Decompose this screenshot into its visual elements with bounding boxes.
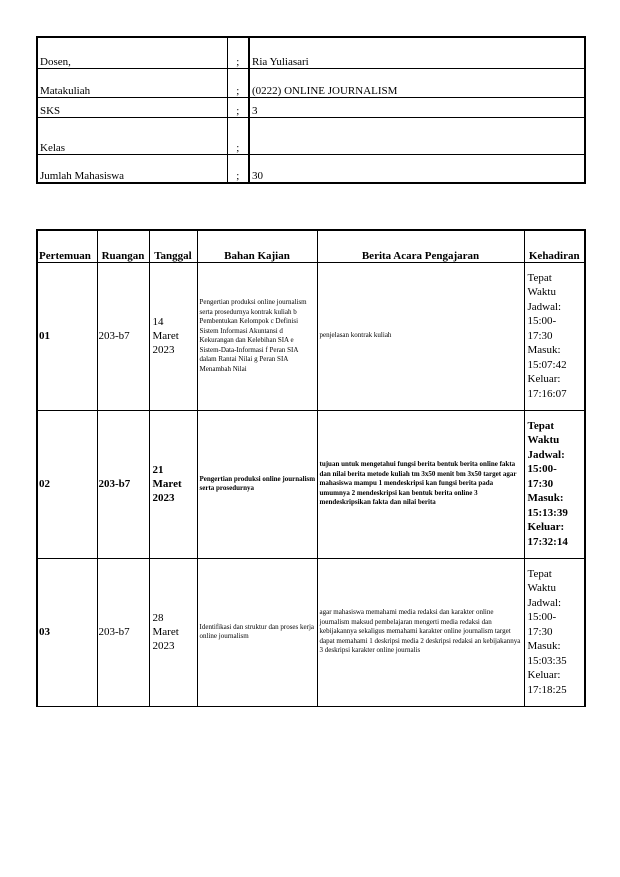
cell-bahan-kajian: Identifikasi dan struktur dan proses kerja online journalism [197, 558, 317, 706]
cell-ruangan: 203-b7 [97, 262, 149, 410]
kehadiran-line: Masuk: [527, 492, 564, 505]
tanggal-month: Maret [152, 330, 179, 342]
kehadiran-line: 15:13:39 [527, 506, 568, 519]
kehadiran-line: Waktu [527, 434, 560, 447]
info-value-matakuliah: (0222) ONLINE JOURNALISM [249, 68, 585, 97]
kehadiran-line: 15:07:42 [527, 358, 567, 371]
kehadiran-line: Keluar: [527, 669, 561, 682]
cell-kehadiran [524, 262, 585, 410]
kehadiran-line: 17:30 [527, 477, 554, 490]
info-colon: ; [227, 68, 249, 97]
table-row [37, 410, 585, 558]
cell-berita-acara: agar mahasiswa memahami media redaksi dan karakter online journalism maksud pembelajaran mengerti media redaksi dan kebijakannya sekaligus memahami karakter online journalism target dapat memahami 1 deskripsi media 2 deskripsi redaksi an kebijakannya 3 deskripsi karakter online journalis [317, 558, 524, 706]
info-colon: ; [227, 37, 249, 68]
cell-tanggal [149, 262, 197, 410]
cell-ruangan: 203-b7 [97, 558, 149, 706]
header-pertemuan: Pertemuan [37, 230, 97, 262]
cell-pertemuan: 03 [37, 558, 97, 706]
tanggal-day: 21 [152, 464, 164, 476]
tanggal-year: 2023 [152, 640, 175, 652]
kehadiran-line: Tepat [527, 271, 552, 284]
cell-bahan-kajian: Pengertian produksi online journalism serta prosedurnya kontrak kuliah b Pembentukan Kelompok c Definisi Sistem Informasi Akuntansi d Kekurangan dan Kelebihan SIA e Sistem-Data-Informasi f Peran SIA dalam Rantai Nilai g Peran SIA Menambah Nilai [197, 262, 317, 410]
cell-tanggal [149, 558, 197, 706]
cell-ruangan: 203-b7 [97, 410, 149, 558]
info-value-sks: 3 [249, 97, 585, 117]
kehadiran-line: Waktu [527, 286, 556, 299]
kehadiran-line: 17:30 [527, 625, 553, 638]
info-value-dosen: Ria Yuliasari [249, 37, 585, 68]
course-info-table [36, 36, 586, 184]
info-row-kelas [37, 117, 585, 154]
header-bahan-kajian: Bahan Kajian [197, 230, 317, 262]
info-colon: ; [227, 97, 249, 117]
schedule-table [36, 229, 586, 707]
info-colon: ; [227, 117, 249, 154]
kehadiran-line: Jadwal: [527, 448, 565, 461]
info-row-matakuliah [37, 68, 585, 97]
tanggal-year: 2023 [152, 492, 175, 504]
cell-kehadiran [524, 410, 585, 558]
tanggal-day: 14 [152, 316, 164, 328]
info-row-jumlah-mahasiswa [37, 154, 585, 183]
kehadiran-line: 15:00- [527, 611, 557, 624]
cell-tanggal [149, 410, 197, 558]
info-value-jumlah-mahasiswa: 30 [249, 154, 585, 183]
info-row-dosen [37, 37, 585, 68]
tanggal-day: 28 [152, 612, 164, 624]
info-value-kelas [249, 117, 585, 154]
tanggal-month: Maret [152, 626, 179, 638]
kehadiran-line: Keluar: [527, 521, 565, 534]
info-row-sks [37, 97, 585, 117]
kehadiran-line: Jadwal: [527, 596, 562, 609]
kehadiran-line: Tepat [527, 567, 552, 580]
kehadiran-line: Waktu [527, 582, 556, 595]
kehadiran-line: 15:00- [527, 463, 557, 476]
info-label: Jumlah Mahasiswa [37, 154, 227, 183]
kehadiran-line: 15:00- [527, 315, 557, 328]
kehadiran-line: Jadwal: [527, 300, 562, 313]
info-label: Dosen, [37, 37, 227, 68]
info-label: Matakuliah [37, 68, 227, 97]
schedule-header-row [37, 230, 585, 262]
tanggal-year: 2023 [152, 344, 175, 356]
header-berita-acara: Berita Acara Pengajaran [317, 230, 524, 262]
cell-berita-acara: tujuan untuk mengetahui fungsi berita bentuk berita online fakta dan nilai berita metode kuliah tm 3x50 menit bm 3x50 target agar mahasiswa mampu 1 mendeskripsi kan fungsi berita pada umumnya 2 mendeskripsi kan bentuk berita online 3 mendeskripsikan fakta dan nilai berita [317, 410, 524, 558]
cell-kehadiran [524, 558, 585, 706]
kehadiran-line: 17:16:07 [527, 387, 567, 400]
cell-berita-acara: penjelasan kontrak kuliah [317, 262, 524, 410]
kehadiran-line: 17:18:25 [527, 683, 567, 696]
header-ruangan: Ruangan [97, 230, 149, 262]
cell-bahan-kajian: Pengertian produksi online journalism serta prosedurnya [197, 410, 317, 558]
header-kehadiran: Kehadiran [524, 230, 585, 262]
kehadiran-line: Masuk: [527, 344, 561, 357]
kehadiran-line: 17:30 [527, 329, 553, 342]
info-colon: ; [227, 154, 249, 183]
info-label: SKS [37, 97, 227, 117]
kehadiran-line: Masuk: [527, 640, 561, 653]
header-tanggal: Tanggal [149, 230, 197, 262]
kehadiran-line: 15:03:35 [527, 654, 567, 667]
kehadiran-line: Keluar: [527, 373, 561, 386]
table-row [37, 262, 585, 410]
cell-pertemuan: 01 [37, 262, 97, 410]
tanggal-month: Maret [152, 478, 182, 490]
cell-pertemuan: 02 [37, 410, 97, 558]
kehadiran-line: 17:32:14 [527, 535, 568, 548]
info-label: Kelas [37, 117, 227, 154]
table-row [37, 558, 585, 706]
kehadiran-line: Tepat [527, 419, 554, 432]
